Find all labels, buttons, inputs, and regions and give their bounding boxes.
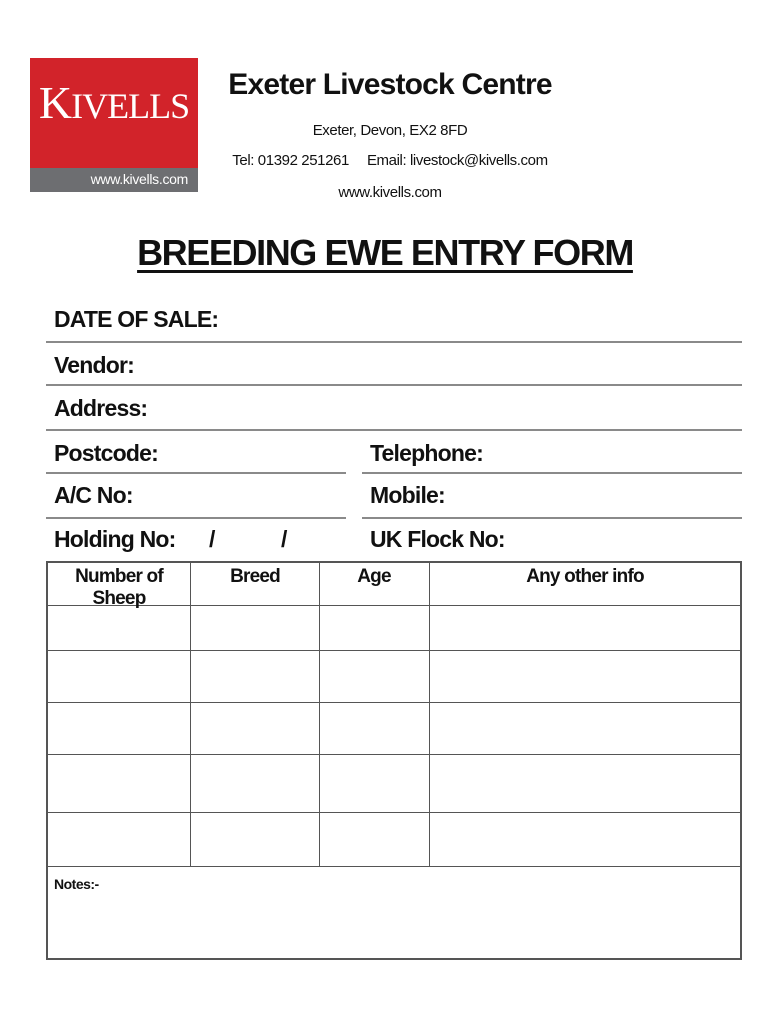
cell-breed[interactable] <box>191 814 319 866</box>
org-email: Email: livestock@kivells.com <box>366 152 548 169</box>
postcode-line[interactable] <box>46 472 346 474</box>
cell-other-info[interactable] <box>430 704 740 754</box>
org-name: Exeter Livestock Centre <box>228 68 552 101</box>
uk-flock-no-label: UK Flock No: <box>370 526 505 552</box>
cell-breed[interactable] <box>191 756 319 812</box>
cell-age[interactable] <box>320 814 429 866</box>
cell-other-info[interactable] <box>430 756 740 812</box>
col-header-breed: Breed <box>230 566 280 587</box>
vendor-line[interactable] <box>46 384 742 386</box>
cell-other-info[interactable] <box>430 652 740 702</box>
notes-area[interactable] <box>48 896 740 958</box>
vendor-label: Vendor: <box>54 352 135 378</box>
mobile-label: Mobile: <box>370 482 445 508</box>
cell-number-of-sheep[interactable] <box>48 814 190 866</box>
telephone-label: Telephone: <box>370 440 483 466</box>
table-border-right <box>740 561 742 960</box>
logo-url: www.kivells.com <box>90 171 188 187</box>
address-label: Address: <box>54 395 148 421</box>
postcode-label: Postcode: <box>54 440 158 466</box>
cell-breed[interactable] <box>191 607 319 650</box>
cell-number-of-sheep[interactable] <box>48 607 190 650</box>
holding-no-label: Holding No: <box>54 526 176 552</box>
table-border-top <box>46 561 742 563</box>
table-row-divider <box>46 812 742 813</box>
cell-other-info[interactable] <box>430 814 740 866</box>
ac-no-label: A/C No: <box>54 482 133 508</box>
date-of-sale-label: DATE OF SALE: <box>54 306 219 332</box>
cell-age[interactable] <box>320 704 429 754</box>
cell-age[interactable] <box>320 607 429 650</box>
cell-other-info[interactable] <box>430 607 740 650</box>
logo-wordmark: KIVELLS <box>38 77 190 128</box>
table-border-bottom <box>46 958 742 960</box>
org-address: Exeter, Devon, EX2 8FD <box>312 122 468 139</box>
holding-no-separator: / <box>281 526 288 552</box>
col-header-any-other-info: Any other info <box>526 566 644 587</box>
table-row-divider <box>46 702 742 703</box>
holding-no-separator: / <box>209 526 216 552</box>
telephone-line[interactable] <box>362 472 742 474</box>
org-website: www.kivells.com <box>338 184 442 201</box>
cell-breed[interactable] <box>191 652 319 702</box>
table-row-divider <box>46 650 742 651</box>
ac-no-line[interactable] <box>46 517 346 519</box>
col-header-number-of-sheep: Number of Sheep <box>75 566 163 609</box>
mobile-line[interactable] <box>362 517 742 519</box>
org-contact <box>0 152 770 169</box>
cell-number-of-sheep[interactable] <box>48 756 190 812</box>
table-row-divider <box>46 866 742 867</box>
form-title: BREEDING EWE ENTRY FORM <box>137 232 633 273</box>
cell-breed[interactable] <box>191 704 319 754</box>
address-line[interactable] <box>46 429 742 431</box>
org-telephone: Tel: 01392 251261 <box>232 152 349 169</box>
col-header-age: Age <box>357 566 391 587</box>
table-row-divider <box>46 754 742 755</box>
date-of-sale-line[interactable] <box>46 341 742 343</box>
cell-number-of-sheep[interactable] <box>48 652 190 702</box>
cell-age[interactable] <box>320 652 429 702</box>
cell-age[interactable] <box>320 756 429 812</box>
cell-number-of-sheep[interactable] <box>48 704 190 754</box>
notes-label: Notes:- <box>54 876 99 892</box>
